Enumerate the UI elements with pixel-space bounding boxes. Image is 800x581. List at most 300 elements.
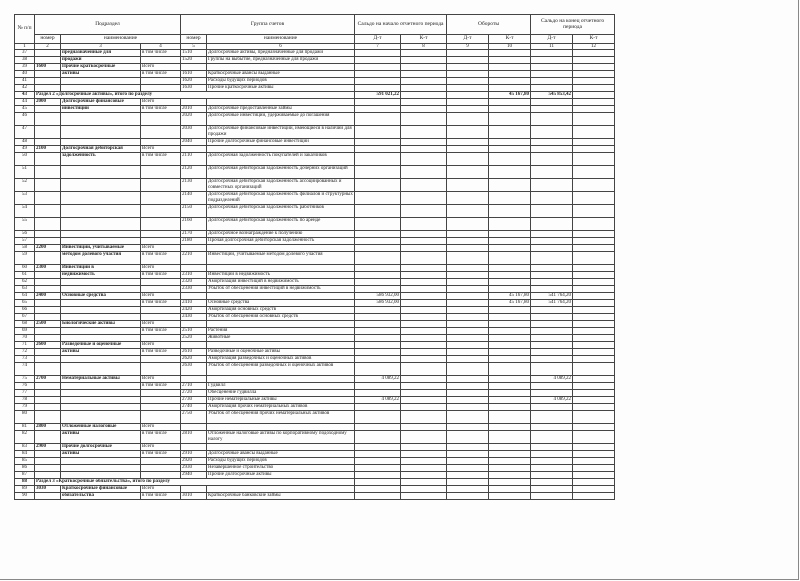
- row-number-cell: 79: [15, 404, 35, 411]
- turnover-debit-cell: [447, 321, 489, 328]
- row-number-cell: 86: [15, 465, 35, 472]
- turnover-credit-cell: [489, 444, 531, 451]
- row-number-cell: 67: [15, 314, 35, 321]
- turnover-debit-cell: [447, 231, 489, 238]
- opening-debit-cell: [355, 356, 401, 363]
- subaccount-name-cell: Прочие долгосрочные: [61, 444, 141, 451]
- opening-debit-cell: [355, 431, 401, 444]
- turnover-credit-cell: [489, 411, 531, 424]
- row-number-cell: 40: [15, 71, 35, 78]
- closing-credit-cell: [573, 153, 615, 166]
- closing-credit-cell: [573, 493, 615, 500]
- table-row: [15, 451, 615, 458]
- opening-debit-cell: [355, 218, 401, 231]
- closing-debit-cell: [531, 493, 573, 500]
- subaccount-scope-cell: в том числе: [141, 153, 181, 166]
- group-number-cell: 2020: [181, 113, 207, 126]
- row-number-cell: 52: [15, 179, 35, 192]
- subaccount-name-cell: Нематериальные активы: [61, 376, 141, 383]
- section-total-row: [15, 479, 615, 486]
- opening-debit-cell: [355, 50, 401, 57]
- turnover-debit-cell: [447, 126, 489, 139]
- opening-debit-cell: [355, 472, 401, 479]
- opening-debit-cell: [355, 390, 401, 397]
- table-row: [15, 300, 615, 307]
- group-number-cell: 2930: [181, 465, 207, 472]
- group-name-cell: Долгосрочная дебиторская задолженность дочерних организаций: [207, 166, 355, 179]
- closing-credit-cell: [573, 179, 615, 192]
- turnover-debit-cell: [447, 493, 489, 500]
- group-name-cell: Расходы будущих периодов: [207, 78, 355, 85]
- opening-debit-cell: [355, 106, 401, 113]
- opening-credit-cell: [401, 404, 447, 411]
- table-row: [15, 424, 615, 431]
- group-number-cell: 2630: [181, 363, 207, 376]
- opening-credit-cell: [401, 265, 447, 272]
- closing-debit-cell: [531, 139, 573, 146]
- turnover-credit-cell: [489, 397, 531, 404]
- closing-debit-cell: [531, 153, 573, 166]
- opening-debit-cell: [355, 342, 401, 349]
- turnover-credit-cell: [489, 252, 531, 265]
- turnover-credit-cell: [489, 179, 531, 192]
- turnover-credit-cell: [489, 328, 531, 335]
- closing-credit-cell: [573, 349, 615, 356]
- group-name-cell: Обесценение гудвилла: [207, 390, 355, 397]
- subaccount-code-cell: [35, 300, 61, 307]
- table-row: [15, 307, 615, 314]
- turnover-debit-cell: [447, 153, 489, 166]
- subaccount-code-cell: [35, 472, 61, 479]
- table-row: [15, 272, 615, 279]
- subaccount-scope-cell: Всего: [141, 99, 181, 106]
- header-row-2: [15, 35, 615, 44]
- closing-debit-cell: [531, 390, 573, 397]
- subaccount-name-cell: [61, 411, 141, 424]
- subaccount-code-cell: 2700: [35, 376, 61, 383]
- opening-credit-cell: [401, 335, 447, 342]
- subaccount-name-cell: [61, 192, 141, 205]
- row-number-cell: 48: [15, 139, 35, 146]
- group-number-cell: 2720: [181, 390, 207, 397]
- group-number-cell: [181, 265, 207, 272]
- subaccount-scope-cell: Всего: [141, 293, 181, 300]
- table-row: [15, 252, 615, 265]
- subaccount-name-cell: [61, 328, 141, 335]
- closing-debit-cell: 541 764,20: [531, 293, 573, 300]
- opening-credit-cell: [401, 493, 447, 500]
- row-number-cell: 63: [15, 286, 35, 293]
- group-name-cell: [207, 146, 355, 153]
- group-name-cell: Животные: [207, 335, 355, 342]
- opening-debit-cell: [355, 404, 401, 411]
- turnover-debit-cell: [447, 252, 489, 265]
- subaccount-name-cell: активы: [61, 349, 141, 356]
- turnover-credit-cell: [489, 493, 531, 500]
- row-number-cell: 88: [15, 479, 35, 486]
- turnover-credit-cell: [489, 349, 531, 356]
- group-name-cell: [207, 486, 355, 493]
- opening-debit-cell: [355, 486, 401, 493]
- subaccount-code-cell: [35, 349, 61, 356]
- turnover-credit-cell: [489, 126, 531, 139]
- group-number-cell: 2180: [181, 238, 207, 245]
- opening-credit-cell: [401, 179, 447, 192]
- closing-credit-cell: [573, 390, 615, 397]
- closing-credit-cell: [573, 328, 615, 335]
- subaccount-name-cell: методом долевого участия: [61, 252, 141, 265]
- group-name-cell: Гудвилл: [207, 383, 355, 390]
- turnover-debit-cell: [447, 411, 489, 424]
- row-number-cell: 44: [15, 99, 35, 106]
- turnover-debit-cell: [447, 431, 489, 444]
- table-row: [15, 265, 615, 272]
- subaccount-name-cell: Прочие краткосрочные: [61, 64, 141, 71]
- turnover-debit-cell: [447, 328, 489, 335]
- closing-credit-cell: [573, 126, 615, 139]
- closing-debit-cell: [531, 465, 573, 472]
- turnover-debit-cell: [447, 179, 489, 192]
- table-row: [15, 431, 615, 444]
- row-number-cell: 84: [15, 451, 35, 458]
- row-number-cell: 81: [15, 424, 35, 431]
- opening-credit-cell: [401, 479, 447, 486]
- group-name-cell: Разведочные и оценочные активы: [207, 349, 355, 356]
- closing-credit-cell: [573, 238, 615, 245]
- turnover-debit-cell: [447, 146, 489, 153]
- turnover-debit-cell: [447, 451, 489, 458]
- opening-credit-cell: [401, 342, 447, 349]
- turnover-debit-cell: [447, 279, 489, 286]
- subaccount-code-cell: [35, 238, 61, 245]
- group-number-cell: [181, 424, 207, 431]
- closing-debit-cell: [531, 363, 573, 376]
- closing-credit-cell: [573, 363, 615, 376]
- group-name-cell: Долгосрочные авансы выданные: [207, 451, 355, 458]
- table-row: [15, 126, 615, 139]
- turnover-credit-cell: [489, 479, 531, 486]
- turnover-credit-cell: 45 167,80: [489, 300, 531, 307]
- subaccount-name-cell: [61, 314, 141, 321]
- subaccount-code-cell: [35, 451, 61, 458]
- turnover-debit-cell: [447, 238, 489, 245]
- turnover-debit-cell: [447, 300, 489, 307]
- closing-credit-cell: [573, 404, 615, 411]
- group-number-cell: [181, 146, 207, 153]
- group-number-cell: [181, 376, 207, 383]
- group-number-cell: 2030: [181, 126, 207, 139]
- subaccount-scope-cell: Всего: [141, 424, 181, 431]
- row-number-cell: 77: [15, 390, 35, 397]
- row-number-cell: 61: [15, 272, 35, 279]
- opening-debit-cell: [355, 307, 401, 314]
- table-row: [15, 349, 615, 356]
- group-name-cell: Незавершенное строительство: [207, 465, 355, 472]
- group-name-cell: Прочие долгосрочные активы: [207, 472, 355, 479]
- opening-credit-cell: [401, 166, 447, 179]
- closing-debit-cell: [531, 78, 573, 85]
- subaccount-name-cell: Долгосрочные финансовые: [61, 99, 141, 106]
- subaccount-code-cell: [35, 153, 61, 166]
- turnover-credit-cell: [489, 85, 531, 92]
- closing-credit-cell: [573, 424, 615, 431]
- group-number-cell: 1510: [181, 50, 207, 57]
- subaccount-scope-cell: в том числе: [141, 300, 181, 307]
- closing-credit-cell: [573, 300, 615, 307]
- opening-credit-cell: [401, 376, 447, 383]
- table-row: [15, 113, 615, 126]
- subaccount-code-cell: [35, 335, 61, 342]
- table-row: [15, 342, 615, 349]
- subaccount-name-cell: Биологические активы: [61, 321, 141, 328]
- turnover-credit-cell: [489, 238, 531, 245]
- subaccount-scope-cell: Всего: [141, 265, 181, 272]
- subaccount-scope-cell: Всего: [141, 342, 181, 349]
- opening-debit-cell: [355, 166, 401, 179]
- closing-debit-cell: [531, 307, 573, 314]
- opening-debit-cell: [355, 252, 401, 265]
- turnover-credit-cell: [489, 231, 531, 238]
- group-name-cell: [207, 265, 355, 272]
- group-number-cell: 2740: [181, 404, 207, 411]
- table-row: [15, 363, 615, 376]
- table-row: [15, 50, 615, 57]
- closing-credit-cell: [573, 50, 615, 57]
- closing-credit-cell: [573, 383, 615, 390]
- closing-credit-cell: [573, 85, 615, 92]
- opening-debit-cell: [355, 479, 401, 486]
- group-number-cell: [181, 444, 207, 451]
- closing-debit-cell: [531, 342, 573, 349]
- opening-debit-cell: [355, 458, 401, 465]
- subaccount-scope-cell: [141, 356, 181, 363]
- subaccount-code-cell: [35, 465, 61, 472]
- closing-debit-cell: [531, 50, 573, 57]
- opening-credit-cell: [401, 472, 447, 479]
- group-name-cell: Долгосрочное вознаграждение к получению: [207, 231, 355, 238]
- group-number-cell: 2330: [181, 286, 207, 293]
- group-name-cell: Долгосрочная дебиторская задолженность ассоциированных и совместных организаций: [207, 179, 355, 192]
- closing-credit-cell: [573, 293, 615, 300]
- subaccount-code-cell: [35, 57, 61, 64]
- opening-credit-cell: [401, 71, 447, 78]
- subaccount-code-cell: [35, 356, 61, 363]
- subaccount-scope-cell: в том числе: [141, 71, 181, 78]
- turnover-debit-cell: [447, 458, 489, 465]
- turnover-debit-cell: [447, 92, 489, 99]
- closing-debit-cell: [531, 451, 573, 458]
- subaccount-code-cell: 3030: [35, 486, 61, 493]
- closing-credit-cell: [573, 479, 615, 486]
- subaccount-code-cell: [35, 252, 61, 265]
- row-number-cell: 49: [15, 146, 35, 153]
- turnover-credit-cell: [489, 424, 531, 431]
- opening-debit-cell: [355, 126, 401, 139]
- opening-debit-cell: [355, 85, 401, 92]
- table-row: [15, 64, 615, 71]
- opening-debit-cell: [355, 286, 401, 293]
- opening-credit-cell: [401, 106, 447, 113]
- opening-debit-cell: [355, 139, 401, 146]
- closing-debit-cell: [531, 349, 573, 356]
- table-row: [15, 71, 615, 78]
- turnover-debit-cell: [447, 245, 489, 252]
- subaccount-scope-cell: [141, 126, 181, 139]
- subaccount-name-cell: задолженность: [61, 153, 141, 166]
- subaccount-code-cell: [35, 126, 61, 139]
- turnover-debit-cell: [447, 99, 489, 106]
- colnum-10: 10: [489, 44, 531, 50]
- closing-credit-cell: [573, 342, 615, 349]
- table-row: [15, 397, 615, 404]
- group-name-cell: Амортизация разведочных и оценочных активов: [207, 356, 355, 363]
- group-name-cell: Амортизация прочих нематериальных активов: [207, 404, 355, 411]
- row-number-cell: 78: [15, 397, 35, 404]
- turnover-credit-cell: [489, 314, 531, 321]
- table-row: [15, 376, 615, 383]
- subaccount-scope-cell: [141, 390, 181, 397]
- row-number-cell: 51: [15, 166, 35, 179]
- subaccount-code-cell: 1600: [35, 64, 61, 71]
- turnover-credit-cell: [489, 286, 531, 293]
- group-name-cell: Прочие долгосрочные финансовые инвестиции: [207, 139, 355, 146]
- group-name-cell: Прочая долгосрочная дебиторская задолженность: [207, 238, 355, 245]
- subaccount-scope-cell: [141, 192, 181, 205]
- row-number-cell: 82: [15, 431, 35, 444]
- turnover-credit-cell: [489, 57, 531, 64]
- colnum-3: 3: [61, 44, 141, 50]
- closing-debit-cell: [531, 231, 573, 238]
- subaccount-scope-cell: в том числе: [141, 272, 181, 279]
- opening-credit-cell: [401, 300, 447, 307]
- table-row: [15, 286, 615, 293]
- opening-credit-cell: [401, 126, 447, 139]
- subaccount-name-cell: [61, 238, 141, 245]
- section-title-cell: Раздел 2 «Долгосрочные активы», итого по разделу: [35, 92, 355, 99]
- turnover-debit-cell: [447, 383, 489, 390]
- group-name-cell: [207, 64, 355, 71]
- opening-debit-cell: 586 932,00: [355, 293, 401, 300]
- colnum-7: 7: [355, 44, 401, 50]
- turnover-debit-cell: [447, 397, 489, 404]
- closing-credit-cell: [573, 279, 615, 286]
- closing-debit-cell: [531, 179, 573, 192]
- closing-credit-cell: [573, 444, 615, 451]
- closing-credit-cell: [573, 431, 615, 444]
- turnover-credit-cell: [489, 166, 531, 179]
- subaccount-scope-cell: [141, 231, 181, 238]
- row-number-cell: 54: [15, 205, 35, 218]
- subaccount-code-cell: [35, 279, 61, 286]
- table-row: [15, 293, 615, 300]
- turnover-credit-cell: [489, 192, 531, 205]
- turnover-credit-cell: [489, 153, 531, 166]
- closing-credit-cell: [573, 218, 615, 231]
- subaccount-scope-cell: [141, 57, 181, 64]
- table-row: [15, 335, 615, 342]
- turnover-debit-cell: [447, 404, 489, 411]
- group-name-cell: [207, 424, 355, 431]
- group-number-cell: 2010: [181, 106, 207, 113]
- opening-credit-cell: [401, 279, 447, 286]
- closing-debit-cell: 545 853,42: [531, 92, 573, 99]
- subaccount-code-cell: [35, 431, 61, 444]
- colnum-11: 11: [531, 44, 573, 50]
- closing-debit-cell: [531, 238, 573, 245]
- opening-credit-cell: [401, 85, 447, 92]
- table-row: [15, 231, 615, 238]
- subaccount-code-cell: [35, 272, 61, 279]
- closing-debit-cell: [531, 146, 573, 153]
- opening-credit-cell: [401, 349, 447, 356]
- header-grp-name: наименование: [207, 35, 355, 44]
- table-row: [15, 444, 615, 451]
- subaccount-code-cell: [35, 390, 61, 397]
- opening-credit-cell: [401, 252, 447, 265]
- group-number-cell: 3010: [181, 493, 207, 500]
- turnover-debit-cell: [447, 265, 489, 272]
- opening-debit-cell: [355, 444, 401, 451]
- header-subaccount: Подраздел: [35, 15, 181, 35]
- turnover-debit-cell: [447, 293, 489, 300]
- turnover-debit-cell: [447, 363, 489, 376]
- subaccount-scope-cell: [141, 113, 181, 126]
- group-name-cell: Расходы будущих периодов: [207, 458, 355, 465]
- table-row: [15, 139, 615, 146]
- table-row: [15, 356, 615, 363]
- turnover-credit-cell: [489, 472, 531, 479]
- subaccount-scope-cell: в том числе: [141, 106, 181, 113]
- turnover-debit-cell: [447, 50, 489, 57]
- subaccount-name-cell: [61, 139, 141, 146]
- subaccount-name-cell: [61, 383, 141, 390]
- subaccount-scope-cell: [141, 404, 181, 411]
- subaccount-name-cell: [61, 390, 141, 397]
- group-number-cell: 2320: [181, 279, 207, 286]
- closing-credit-cell: [573, 397, 615, 404]
- row-number-cell: 41: [15, 78, 35, 85]
- row-number-cell: 59: [15, 252, 35, 265]
- row-number-cell: 69: [15, 328, 35, 335]
- row-number-cell: 46: [15, 113, 35, 126]
- turnover-credit-cell: [489, 205, 531, 218]
- subaccount-scope-cell: [141, 218, 181, 231]
- opening-debit-cell: [355, 349, 401, 356]
- group-number-cell: [181, 486, 207, 493]
- group-number-cell: 2730: [181, 397, 207, 404]
- turnover-debit-cell: [447, 286, 489, 293]
- turnover-debit-cell: [447, 424, 489, 431]
- closing-credit-cell: [573, 245, 615, 252]
- opening-debit-cell: [355, 146, 401, 153]
- group-number-cell: 1620: [181, 78, 207, 85]
- opening-debit-cell: [355, 335, 401, 342]
- table-row: [15, 404, 615, 411]
- header-grp-number: номер: [181, 35, 207, 44]
- group-name-cell: Прочие краткосрочные активы: [207, 85, 355, 92]
- closing-credit-cell: [573, 192, 615, 205]
- subaccount-code-cell: 2300: [35, 265, 61, 272]
- row-number-cell: 43: [15, 92, 35, 99]
- turnover-debit-cell: [447, 465, 489, 472]
- table-row: [15, 106, 615, 113]
- turnover-credit-cell: [489, 218, 531, 231]
- colnum-5: 5: [181, 44, 207, 50]
- table-row: [15, 205, 615, 218]
- row-number-cell: 47: [15, 126, 35, 139]
- closing-debit-cell: [531, 404, 573, 411]
- opening-debit-cell: 591 021,22: [355, 92, 401, 99]
